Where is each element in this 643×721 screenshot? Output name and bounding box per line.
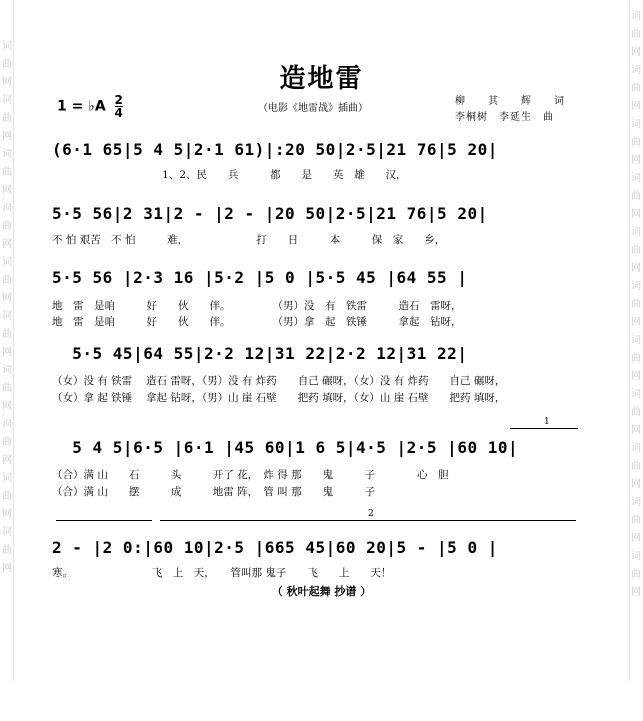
composer-credit: 李桐树 李延生 曲 (455, 112, 554, 123)
watermark-right: 词 曲 网 词 曲 网 词 曲 网 词 曲 网 词 曲 网 词 曲 网 词 曲 网 词 曲 网 词 曲 网 词 曲 网 词 曲 网 (631, 11, 641, 598)
song-title: 造地雷 (279, 64, 364, 94)
transcriber-credit: （ 秋叶起舞 抄谱 ） (271, 585, 372, 598)
volta-bracket-2 (160, 509, 576, 521)
lyric-row-1: 1、2、民 兵 都 是 英 雄 汉， (52, 169, 407, 181)
lyricist-credit: 柳 其 辉 词 (455, 96, 565, 107)
lyric-row-3b: 地 雷 是咱 好 伙 伴。 （男）拿 起 铁锤 拿起 钻呀， (52, 316, 462, 328)
volta-label-1: 1 (544, 417, 550, 427)
lyric-row-3a: 地 雷 是咱 好 伙 伴。 （男）没 有 铁雷 造石 雷呀， (52, 300, 462, 312)
volta-bracket-1-continued (56, 520, 152, 521)
subtitle: （电影《地雷战》插曲） (258, 103, 368, 114)
lyric-row-5b: （合）满 山 摆 成 地雷 阵， 管 叫 那 鬼 子 (52, 486, 376, 498)
notation-row-4: 5·5 45|64 55|2·2 12|31 22|2·2 12|31 22| (52, 344, 468, 363)
volta-bracket-1 (510, 417, 578, 429)
notation-row-2: 5·5 56|2 31|2 - |2 - |20 50|2·5|21 76|5 20| (52, 204, 488, 223)
time-bottom: 4 (114, 106, 123, 120)
notation-row-5: 5 4 5|6·5 |6·1 |45 60|1 6 5|4·5 |2·5 |60 10| (52, 438, 519, 457)
lyric-row-6: 寒。 飞 上 天， 管叫那 鬼子 飞 上 天！ (52, 567, 392, 579)
volta-label-2: 2 (368, 509, 374, 519)
time-signature (115, 94, 123, 119)
lyric-row-4a: （女）没 有 铁雷 造石 雷呀，（男）没 有 炸药 自己 碾呀，（女）没 有 炸药 自己 碾呀， (52, 375, 506, 387)
watermark-left: 词 曲 网 词 曲 网 词 曲 网 词 曲 网 词 曲 网 词 曲 网 词 曲 网 词 曲 网 词 曲 网 词 曲 网 (2, 41, 12, 574)
time-top: 2 (114, 93, 123, 107)
notation-row-3: 5·5 56 |2·3 16 |5·2 |5 0 |5·5 45 |64 55 | (52, 268, 468, 287)
lyric-row-2: 不 怕 艰苦 不 怕 难， 打 日 本 保 家 乡， (52, 234, 446, 246)
key-signature (57, 94, 123, 119)
notation-row-6: 2 - |2 0:|60 10|2·5 |665 45|60 20|5 - |5 0 | (52, 538, 498, 557)
lyric-row-5a: （合）满 山 石 头 开了 花， 炸 得 那 鬼 子 心 胆 (52, 469, 449, 481)
lyric-row-4b: （女）拿 起 铁锤 拿起 钻呀，（男）山 崖 石壁 把药 填呀，（女）山 崖 石壁 把药 填呀， (52, 392, 506, 404)
notation-row-1: (6·1 65|5 4 5|2·1 61)|:20 50|2·5|21 76|5 20| (52, 140, 498, 159)
key-label: 1 = ♭A (57, 98, 106, 115)
